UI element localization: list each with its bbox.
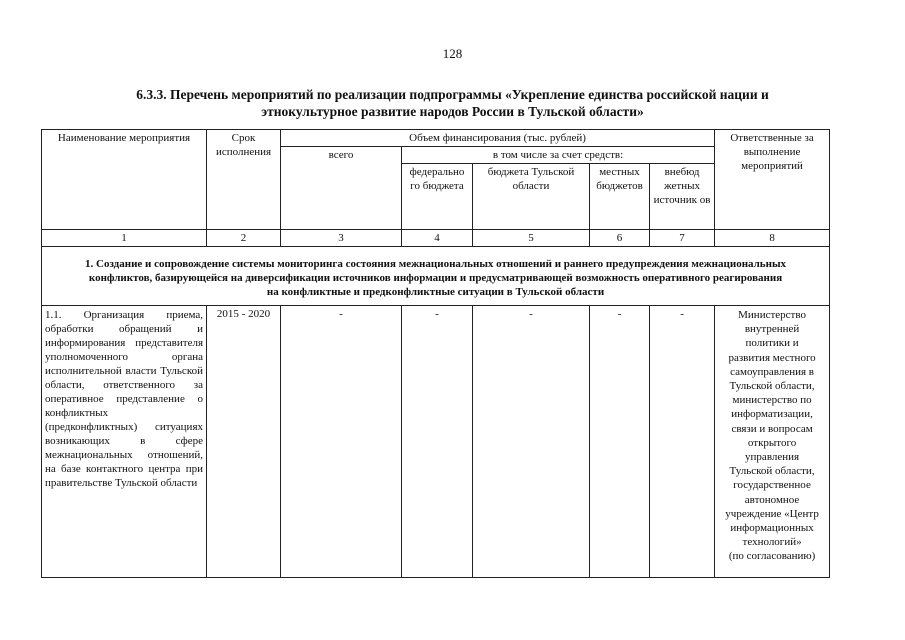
header-local-budgets: местных бюджетов	[590, 164, 650, 230]
header-total: всего	[281, 147, 402, 230]
header-term: Срок исполнения	[207, 130, 281, 230]
page-number: 128	[442, 46, 463, 61]
column-number: 8	[715, 230, 830, 247]
header-responsible: Ответственные за выполнение мероприятий	[715, 130, 830, 230]
column-number: 7	[650, 230, 715, 247]
funding-local: -	[590, 306, 650, 578]
column-number: 6	[590, 230, 650, 247]
section-heading: 1. Создание и сопровождение системы мониторинга состояния межнациональных отношений и раннего предупреждения межнациональных конфликтов, базирующейся на диверсификации источников информации и предусматривающей возможность оперативного реагирования на конфликтные и предконфликтные ситуации в Тульской области	[42, 247, 830, 306]
document-title	[60, 86, 845, 120]
column-number: 4	[402, 230, 473, 247]
funding-federal: -	[402, 306, 473, 578]
table-row	[42, 306, 830, 578]
header-federal-budget: федерально го бюджета	[402, 164, 473, 230]
activities-table	[41, 129, 830, 578]
title-line-1: 6.3.3. Перечень мероприятий по реализации подпрограммы «Укрепление единства российской нации и	[136, 87, 769, 102]
funding-extra-budgetary: -	[650, 306, 715, 578]
funding-total: -	[281, 306, 402, 578]
column-number: 1	[42, 230, 207, 247]
header-extra-budgetary: внебюд жетных источник ов	[650, 164, 715, 230]
column-number: 3	[281, 230, 402, 247]
activity-term: 2015 - 2020	[207, 306, 281, 578]
header-activity-name: Наименование мероприятия	[42, 130, 207, 230]
funding-regional: -	[473, 306, 590, 578]
column-number: 5	[473, 230, 590, 247]
title-line-2: этнокультурное развитие народов России в Тульской области»	[261, 104, 644, 119]
responsible-executors: Министерство внутренней политики и развития местного самоуправления в Тульской области, министерство по информатизации, связи и вопросам открытого управления Тульской области, государственное автономное учреждение «Центр информационных технологий» (по согласованию)	[715, 306, 830, 578]
header-including: в том числе за счет средств:	[402, 147, 715, 164]
activity-name: 1.1. Организация приема, обработки обращений и информирования представителя уполномоченного органа исполнительной власти Тульской области, ответственного за оперативное представление о конфликтных (предконфликтных) ситуациях возникающих в сфере межнациональных отношений, на базе контактного центра при правительстве Тульской области	[42, 306, 207, 578]
header-funding: Объем финансирования (тыс. рублей)	[281, 130, 715, 147]
header-regional-budget: бюджета Тульской области	[473, 164, 590, 230]
column-number: 2	[207, 230, 281, 247]
